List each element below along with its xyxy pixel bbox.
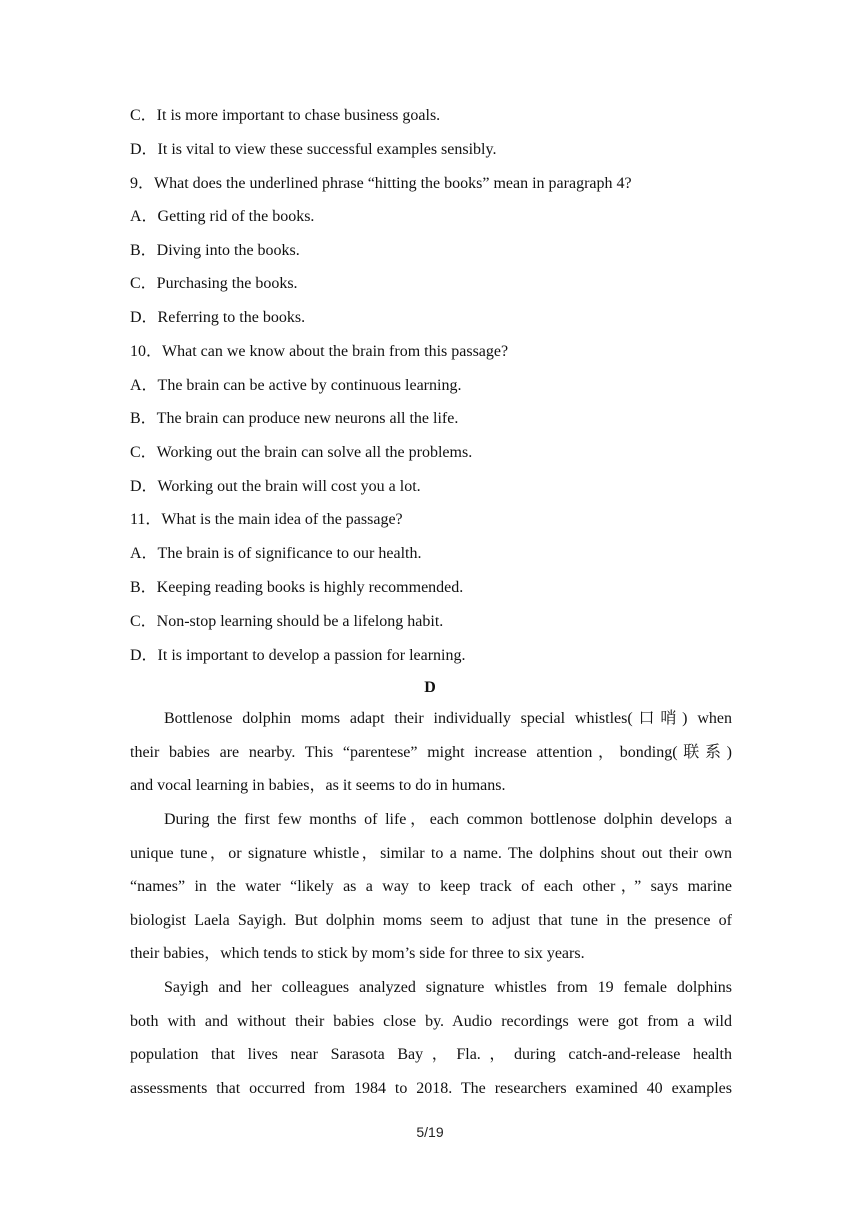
- question-9-stem: 9．What does the underlined phrase “hitting the books” mean in paragraph 4?: [130, 175, 632, 192]
- question-9-option-d: D．Referring to the books.: [130, 309, 306, 326]
- option-d-prev: D．It is vital to view these successful examples sensibly.: [130, 141, 497, 158]
- question-11-option-c: C．Non-stop learning should be a lifelong habit.: [130, 613, 444, 630]
- section-heading: D: [424, 679, 436, 696]
- question-10-option-a: A．The brain can be active by continuous learning.: [130, 377, 462, 394]
- paragraph-line: Sayigh and her colleagues analyzed signature whistles from 19 female dolphins: [164, 979, 732, 996]
- question-9-option-b: B．Diving into the books.: [130, 242, 300, 259]
- paragraph-line: assessments that occurred from 1984 to 2018. The researchers examined 40 examples: [130, 1079, 732, 1097]
- page-number: 5/19: [416, 1124, 444, 1140]
- option-c-prev: C．It is more important to chase business goals.: [130, 107, 441, 124]
- paragraph-line: Bottlenose dolphin moms adapt their individually special whistles(口哨) when: [164, 710, 732, 727]
- paragraph-line: unique tune，or signature whistle，similar to a name. The dolphins shout out their own: [130, 844, 732, 862]
- question-10-stem: 10．What can we know about the brain from this passage?: [130, 343, 509, 360]
- passage-paragraph-1: [130, 702, 732, 803]
- question-11-stem: 11．What is the main idea of the passage?: [130, 511, 403, 528]
- paragraph-line: biologist Laela Sayigh. But dolphin moms seem to adjust that tune in the presence of: [130, 911, 732, 929]
- passage-paragraph-2: [130, 803, 732, 971]
- question-10-option-b: B．The brain can produce new neurons all the life.: [130, 410, 459, 427]
- question-10-option-c: C．Working out the brain can solve all the problems.: [130, 444, 473, 461]
- question-11-option-d: D．It is important to develop a passion for learning.: [130, 647, 466, 664]
- passage-paragraph-3: [130, 971, 732, 1105]
- paragraph-line: their babies are nearby. This “parentese” might increase attention，bonding(联系): [130, 743, 732, 761]
- paragraph-line: “names” in the water “likely as a way to keep track of each other，” says marine: [130, 878, 732, 896]
- paragraph-line: and vocal learning in babies，as it seems to do in humans.: [130, 777, 506, 795]
- question-9-option-a: A．Getting rid of the books.: [130, 208, 315, 225]
- question-11-option-a: A．The brain is of significance to our health.: [130, 545, 422, 562]
- paragraph-line: population that lives near Sarasota Bay，Fla.，during catch-and-release health: [130, 1046, 732, 1064]
- paragraph-line: their babies，which tends to stick by mom’s side for three to six years.: [130, 945, 585, 963]
- question-11-option-b: B．Keeping reading books is highly recommended.: [130, 579, 464, 596]
- question-9-option-c: C．Purchasing the books.: [130, 275, 298, 292]
- paragraph-line: both with and without their babies close by. Audio recordings were got from a wild: [130, 1012, 732, 1030]
- question-10-option-d: D．Working out the brain will cost you a lot.: [130, 478, 421, 495]
- paragraph-line: During the first few months of life，each common bottlenose dolphin develops a: [164, 811, 732, 828]
